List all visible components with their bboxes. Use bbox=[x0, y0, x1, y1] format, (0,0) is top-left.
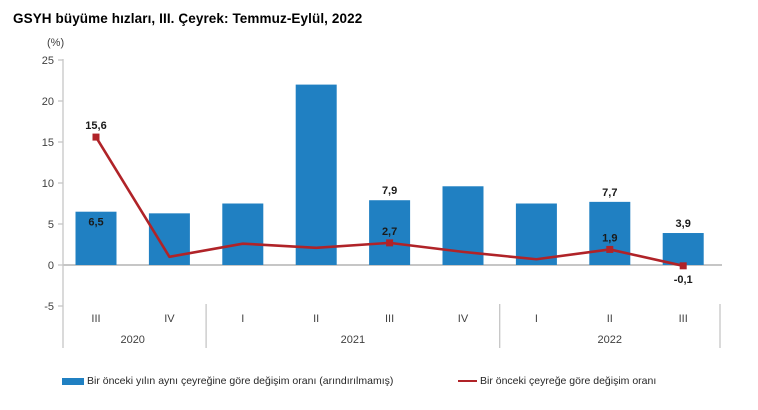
x-quarter-label: IV bbox=[457, 313, 469, 325]
y-tick-label: 15 bbox=[41, 137, 54, 149]
bar-value-label: 3,9 bbox=[675, 218, 691, 231]
y-tick-label: -5 bbox=[44, 301, 54, 313]
line-marker bbox=[386, 239, 393, 246]
x-quarter-label: II bbox=[606, 313, 613, 325]
line-value-label: 2,7 bbox=[381, 225, 398, 238]
line-value-label: 15,6 bbox=[85, 120, 107, 133]
line-marker bbox=[93, 134, 100, 141]
bar bbox=[296, 85, 337, 265]
bar-value-label: 7,7 bbox=[602, 186, 618, 199]
x-year-label: 2021 bbox=[340, 334, 366, 346]
x-quarter-label: III bbox=[385, 313, 395, 325]
bar bbox=[516, 204, 557, 266]
x-quarter-label: IV bbox=[164, 313, 175, 325]
bar bbox=[663, 233, 704, 265]
legend-label-bar-series: Bir önceki yılın aynı çeyreğine göre değişim oranı (arındırılmamış) bbox=[87, 375, 394, 387]
combo-chart-svg bbox=[0, 50, 758, 360]
x-year-label: 2020 bbox=[120, 334, 145, 346]
line-series-swatch-icon bbox=[458, 380, 477, 383]
legend-item-bar-series bbox=[62, 373, 393, 389]
legend-label-line-series: Bir önceki çeyreğe göre değişim oranı bbox=[480, 375, 657, 387]
line-marker bbox=[606, 246, 613, 253]
y-tick-label: 0 bbox=[47, 260, 54, 272]
x-quarter-label: III bbox=[678, 313, 688, 325]
y-tick-label: 10 bbox=[41, 178, 54, 190]
chart-legend bbox=[0, 373, 758, 393]
y-tick-label: 20 bbox=[41, 96, 54, 108]
chart-title: GSYH büyüme hızları, III. Çeyrek: Temmuz-Eylül, 2022 bbox=[13, 11, 363, 26]
x-year-label: 2022 bbox=[597, 334, 623, 346]
bar-value-label: 6,5 bbox=[88, 216, 104, 229]
x-quarter-label: I bbox=[534, 313, 538, 325]
chart-plot-area bbox=[0, 50, 758, 360]
bar-series-swatch-icon bbox=[62, 378, 84, 385]
line-marker bbox=[680, 262, 687, 269]
line-value-label: -0,1 bbox=[673, 273, 693, 286]
x-quarter-label: III bbox=[91, 313, 101, 325]
y-tick-label: 5 bbox=[47, 219, 54, 231]
x-quarter-label: II bbox=[313, 313, 320, 325]
legend-item-line-series bbox=[458, 373, 656, 389]
x-quarter-label: I bbox=[241, 313, 245, 325]
bar-value-label: 7,9 bbox=[381, 185, 398, 198]
y-tick-label: 25 bbox=[41, 55, 54, 67]
line-value-label: 1,9 bbox=[602, 232, 618, 245]
bar bbox=[222, 204, 263, 266]
y-axis-unit-label: (%) bbox=[47, 37, 65, 49]
